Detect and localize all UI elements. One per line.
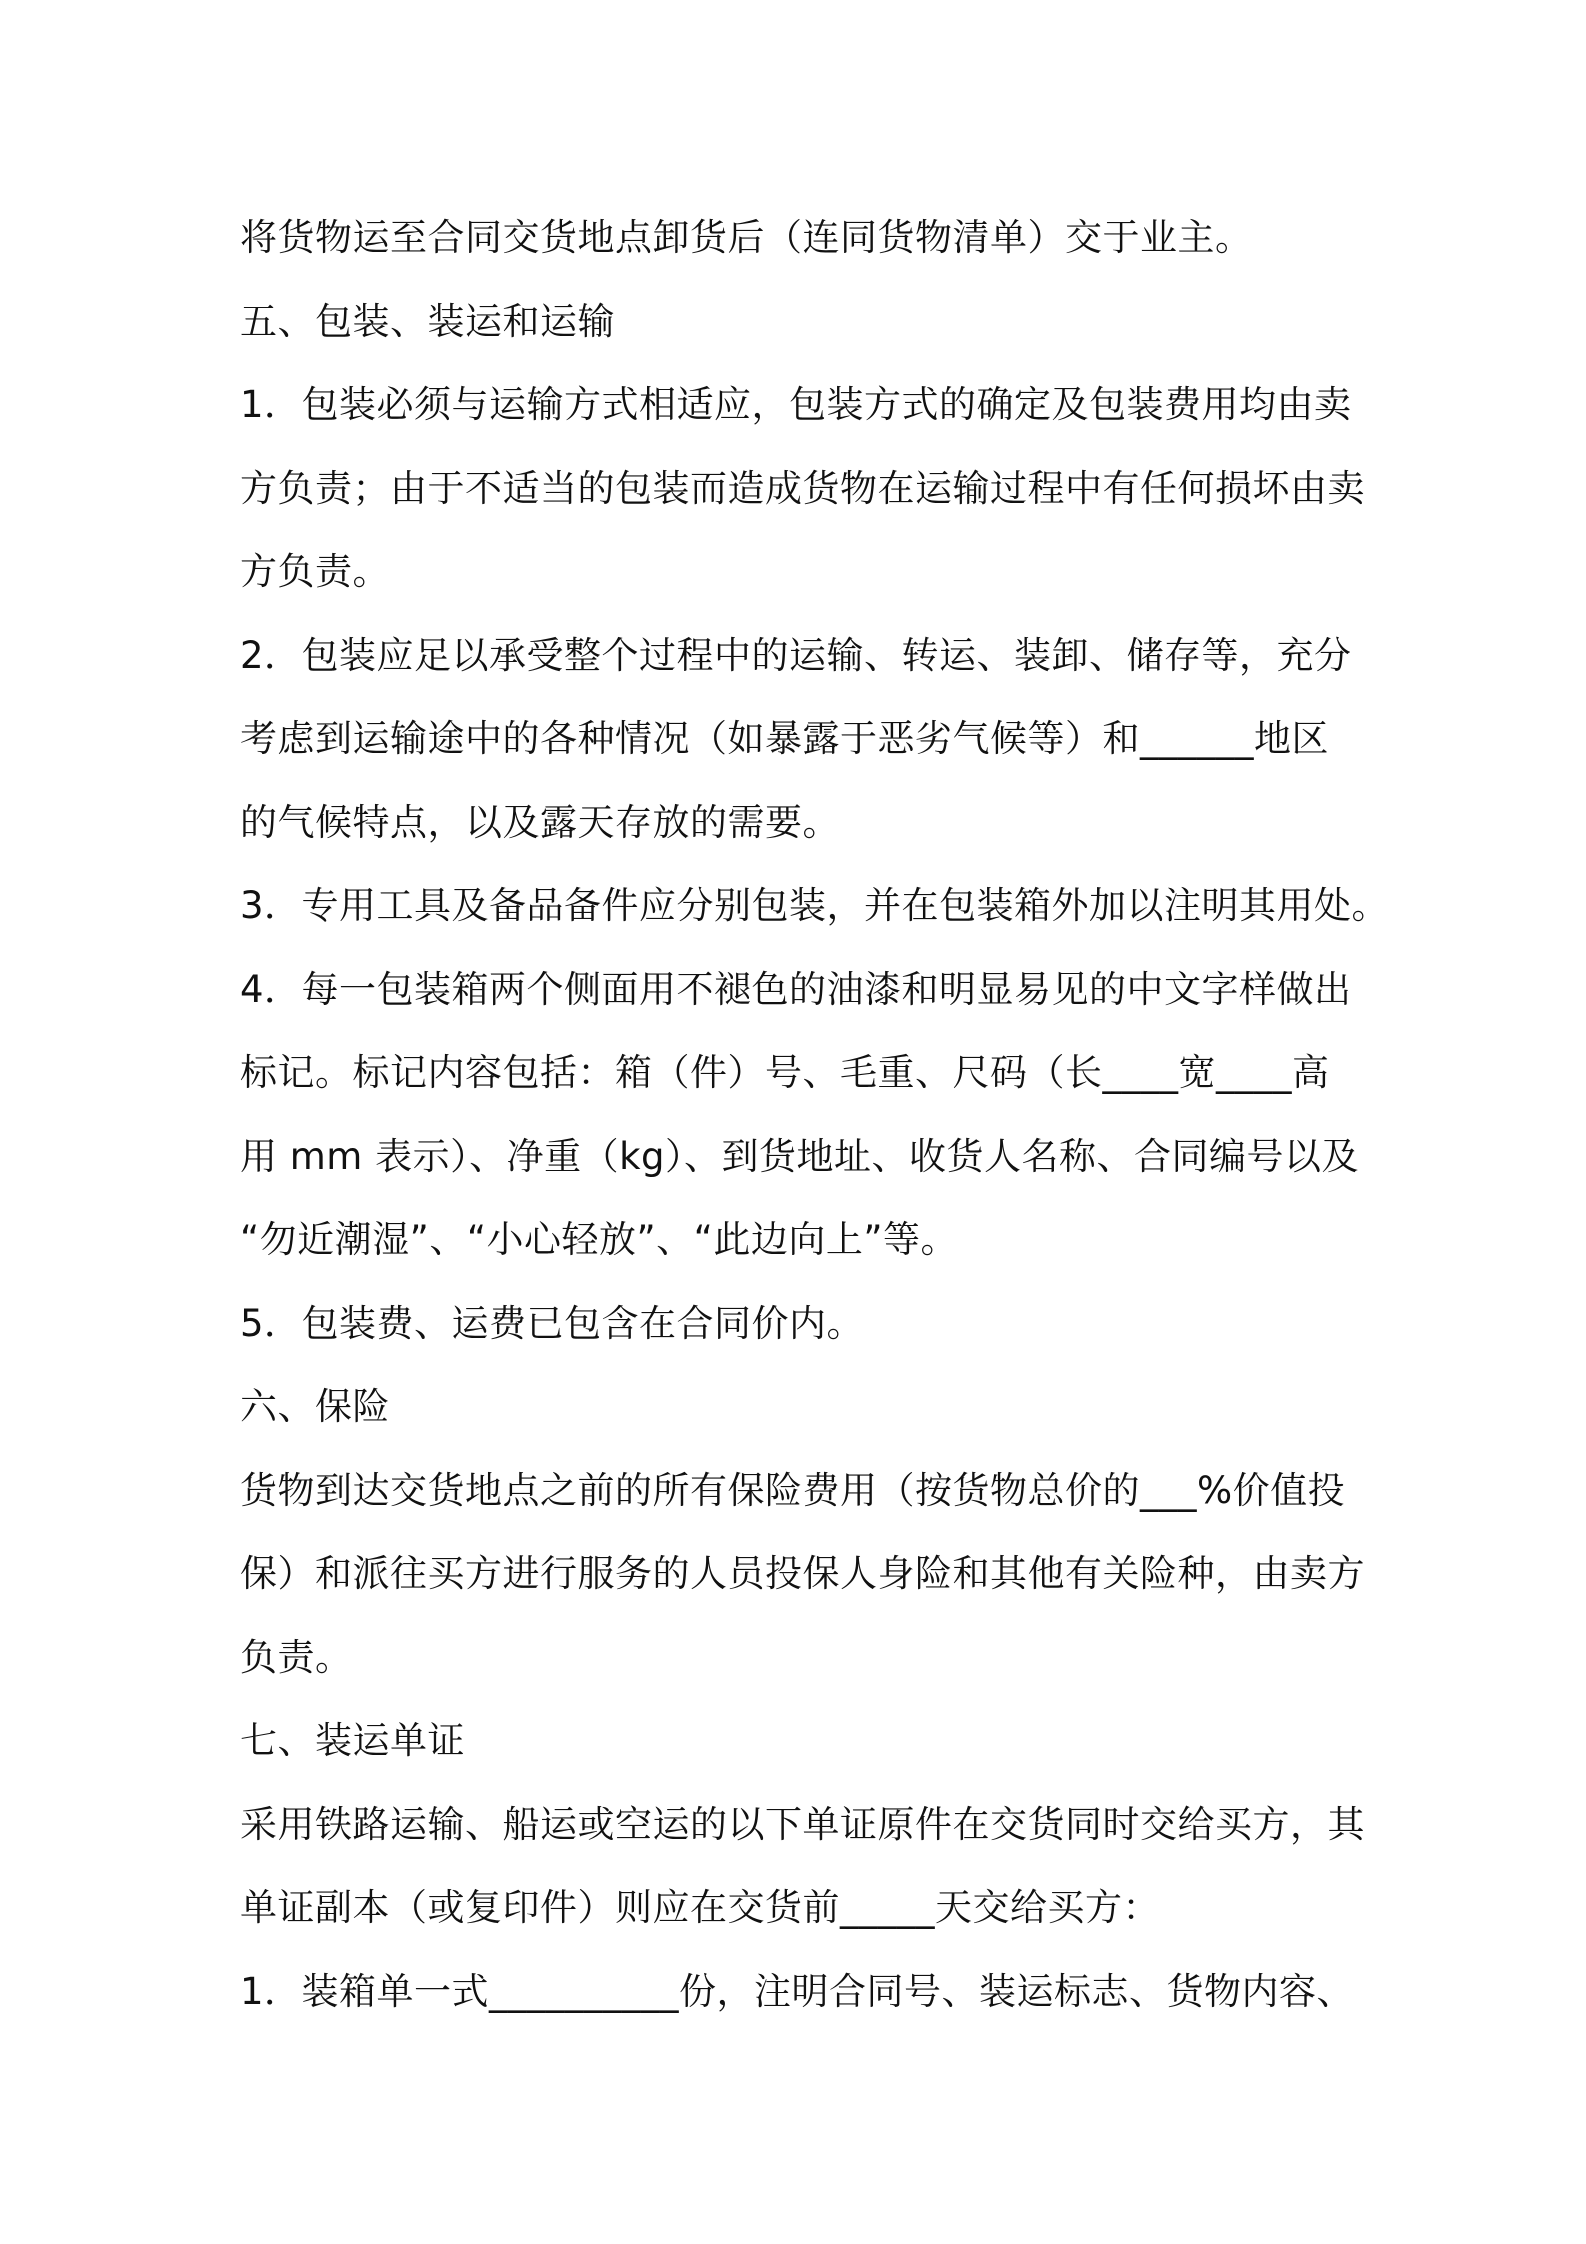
text-line: 方负责；由于不适当的包装而造成货物在运输过程中有任何损坏由卖 <box>240 466 1365 510</box>
text-line: 标记。标记内容包括：箱（件）号、毛重、尺码（长____宽____高 <box>240 1051 1330 1094</box>
text-line: 1．装箱单一式__________份，注明合同号、装运标志、货物内容、 <box>240 1969 1355 2013</box>
text-line: 负责。 <box>240 1635 353 1679</box>
text-line: 方负责。 <box>240 550 390 593</box>
section-heading-shipping-documents: 七、装运单证 <box>240 1719 465 1762</box>
section-heading-insurance: 六、保险 <box>240 1385 390 1428</box>
text-line: 货物到达交货地点之前的所有保险费用（按货物总价的___%价值投 <box>240 1468 1346 1512</box>
section-heading-packaging: 五、包装、装运和运输 <box>240 299 615 343</box>
text-line: 采用铁路运输、船运或空运的以下单证原件在交货同时交给买方，其 <box>240 1802 1365 1846</box>
text-line: “勿近潮湿”、“小心轻放”、“此边向上”等。 <box>240 1218 959 1261</box>
text-line: 3．专用工具及备品备件应分别包装，并在包装箱外加以注明其用处。 <box>240 884 1390 927</box>
text-line: 的气候特点，以及露天存放的需要。 <box>240 800 840 844</box>
text-line: 4．每一包装箱两个侧面用不褪色的油漆和明显易见的中文字样做出 <box>240 967 1352 1011</box>
document-page <box>240 196 1390 2033</box>
text-line: 1．包装必须与运输方式相适应，包装方式的确定及包装费用均由卖 <box>240 383 1352 426</box>
text-line: 2．包装应足以承受整个过程中的运输、转运、装卸、储存等，充分 <box>240 633 1352 677</box>
text-line: 将货物运至合同交货地点卸货后（连同货物清单）交于业主。 <box>240 216 1253 259</box>
text-line: 5．包装费、运费已包含在合同价内。 <box>240 1301 865 1345</box>
text-line: 单证副本（或复印件）则应在交货前_____天交给买方： <box>240 1886 1160 1929</box>
text-line: 用 mm 表示）、净重（kg）、到货地址、收货人名称、合同编号以及 <box>240 1134 1360 1178</box>
text-line: 保）和派往买方进行服务的人员投保人身险和其他有关险种，由卖方 <box>240 1552 1365 1595</box>
text-line: 考虑到运输途中的各种情况（如暴露于恶劣气候等）和______地区 <box>240 717 1329 760</box>
